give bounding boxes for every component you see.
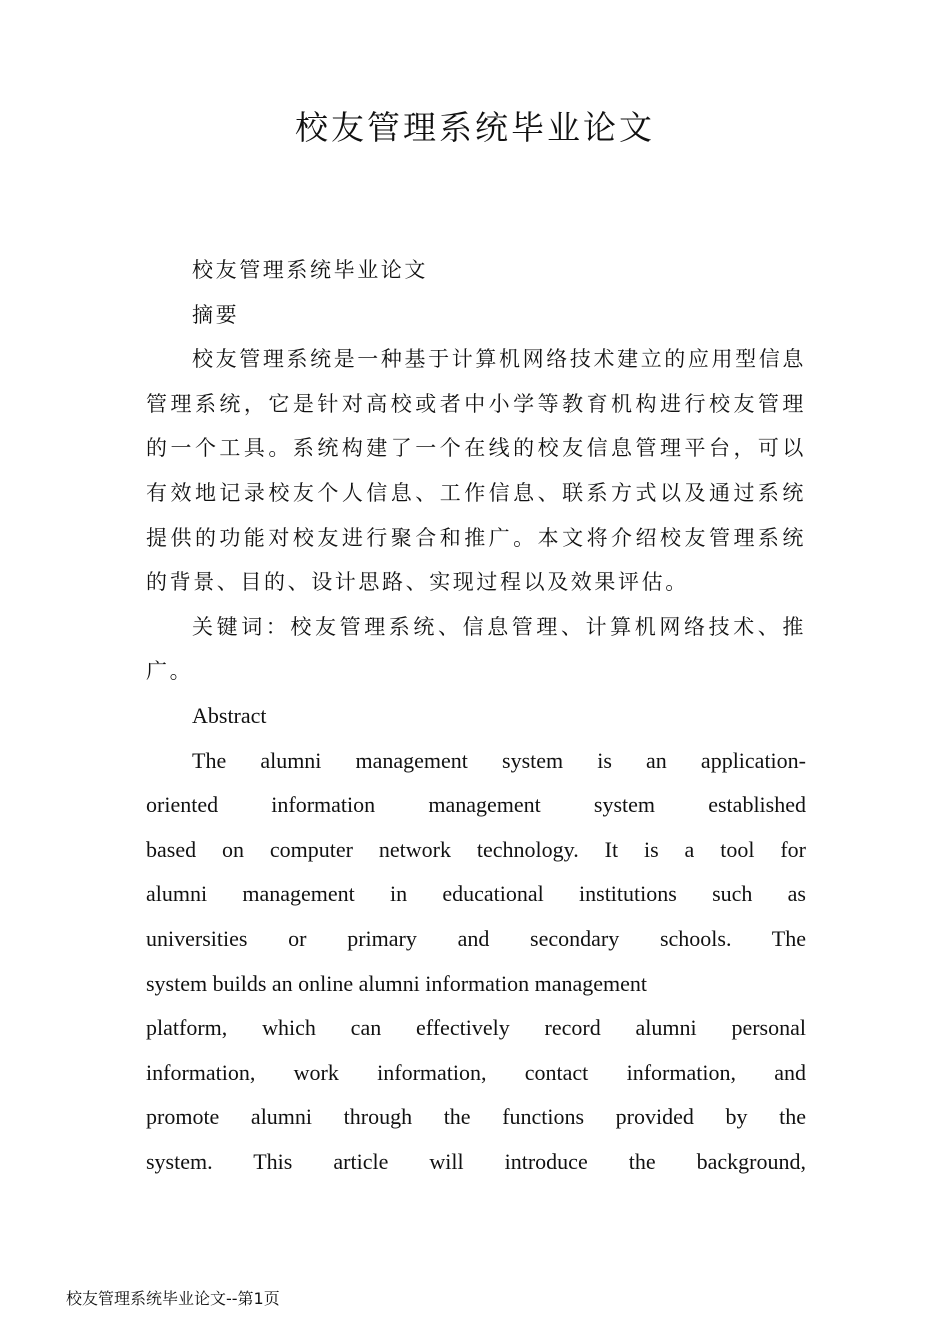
abstract-en-line: system. This article will introduce the background, xyxy=(146,1148,806,1174)
document-subtitle: 校友管理系统毕业论文 xyxy=(192,258,428,282)
abstract-en-line: based on computer network technology. It is a tool for xyxy=(146,836,806,862)
abstract-paragraph-cn: 校友管理系统是一种基于计算机网络技术建立的应用型信息管理系统，它是针对高校或者中小学等教育机构进行校友管理的一个工具。系统构建了一个在线的校友信息管理平台，可以有效地记录校友个人信息、工作信息、联系方式以及通过系统提供的功能对校友进行聚合和推广。本文将介绍校友管理系统的背景、目的、设计思路、实现过程以及效果评估。 xyxy=(146,347,806,595)
abstract-en-line: platform, which can effectively record alumni personal xyxy=(146,1015,806,1041)
page-title: 校友管理系统毕业论文 xyxy=(295,108,655,147)
abstract-en-line: alumni management in educational institutions such as xyxy=(146,881,806,907)
abstract-paragraph-en xyxy=(146,739,806,1185)
abstract-en-line: system builds an online alumni information management xyxy=(146,970,648,996)
abstract-en-line: promote alumni through the functions provided by the xyxy=(146,1104,806,1130)
abstract-en-line: information, work information, contact information, and xyxy=(146,1059,806,1085)
abstract-heading-cn: 摘要 xyxy=(192,302,240,327)
abstract-en-line: The alumni management system is an application- xyxy=(192,747,806,773)
page-footer: 校友管理系统毕业论文--第1页 xyxy=(66,1289,280,1308)
abstract-en-line: oriented information management system established xyxy=(146,792,806,818)
abstract-en-line: universities or primary and secondary schools. The xyxy=(146,925,806,951)
document-body xyxy=(146,248,806,1184)
keywords-cn: 关键词：校友管理系统、信息管理、计算机网络技术、推广。 xyxy=(146,614,806,684)
abstract-heading-en: Abstract xyxy=(192,702,267,728)
